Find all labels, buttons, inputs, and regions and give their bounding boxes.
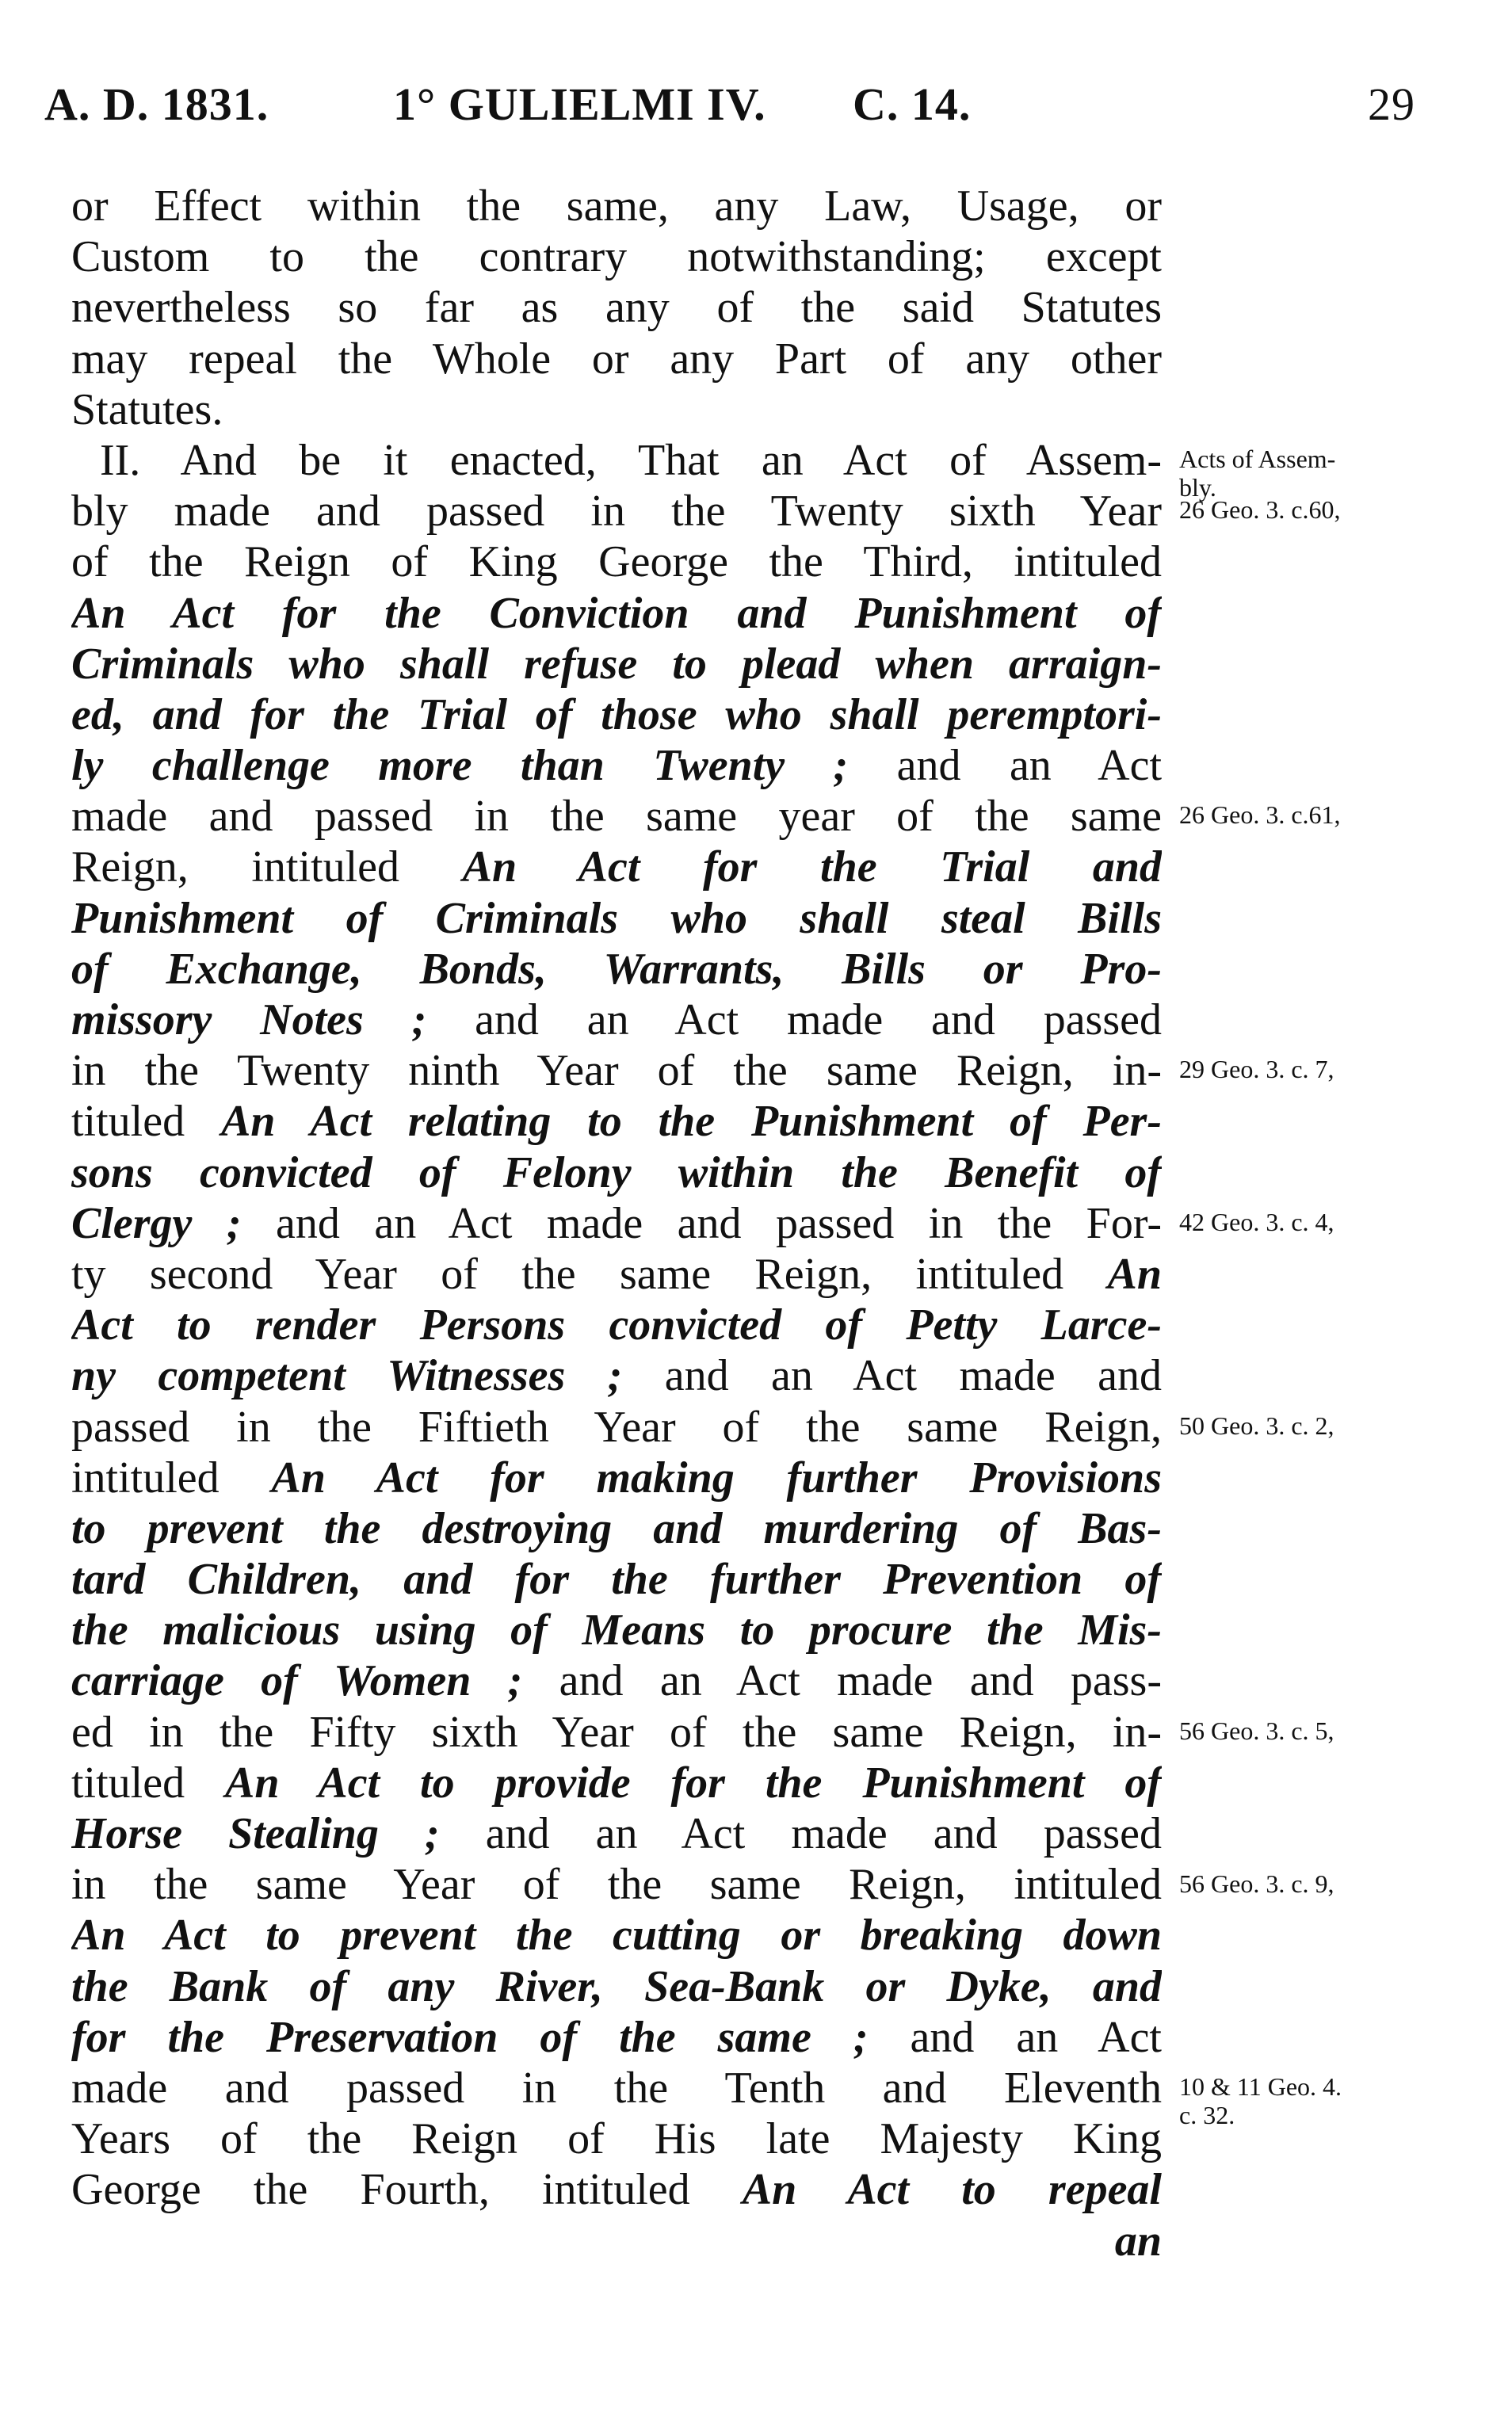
text-line [71,689,1162,740]
text-line [71,231,1162,282]
italic-title-text: an [1114,2216,1162,2266]
margin-citation-line: 26 Geo. 3. c.60, [1179,495,1341,525]
text-line [71,588,1162,639]
italic-title-text: An Act to prevent the cutting or breaking down [71,1911,1162,1961]
roman-text: and an Act made and pass- [522,1656,1162,1706]
text-line [71,639,1162,689]
header-chapter: C. 14. [853,78,972,130]
text-line [71,1554,1162,1605]
roman-text: Years of the Reign of His late Majesty King [71,2114,1162,2164]
header-reign: 1° GULIELMI IV. [393,78,766,130]
italic-title-text: An [1107,1249,1162,1299]
italic-title-text: Act to render Persons convicted of Petty Larce- [71,1300,1162,1350]
roman-text: passed in the Fiftieth Year of the same Reign, [71,1402,1162,1452]
italic-title-text: ly challenge more than Twenty ; [71,741,849,791]
text-line [71,435,1162,486]
italic-title-text: Punishment of Criminals who shall steal Bills [71,893,1162,943]
text-line [71,1503,1162,1554]
roman-text: and an Act made and passed [426,995,1162,1044]
italic-title-text: An Act for making further Provisions [271,1453,1162,1503]
text-line [71,1198,1162,1249]
text-line [71,1808,1162,1859]
roman-text: ty second Year of the same Reign, intituled [71,1249,1108,1299]
text-line [71,995,1162,1045]
margin-citation-line: c. 32. [1179,2101,1235,2130]
roman-text: in the Twenty ninth Year of the same Reign, in- [71,1046,1162,1096]
margin-citation [1179,800,1512,829]
text-line [71,1249,1162,1300]
roman-text: of the Reign of King George the Third, intituled [71,537,1162,587]
text-line [71,282,1162,333]
italic-title-text: An Act to repeal [742,2165,1162,2215]
italic-title-text: missory Notes ; [71,995,427,1044]
italic-title-text: Criminals who shall refuse to plead when arraign- [71,639,1162,689]
roman-text: George the Fourth, intituled [71,2165,743,2215]
italic-title-text: An Act for the Conviction and Punishment of [71,588,1162,638]
roman-text: Custom to the contrary notwithstanding; except [71,232,1162,282]
italic-title-text: ed, and for the Trial of those who shall peremptori- [71,689,1162,739]
body-text [71,181,1162,2266]
text-line [71,2164,1162,2215]
text-line [71,1605,1162,1655]
text-line [71,944,1162,995]
italic-title-text: An Act relating to the Punishment of Per- [220,1097,1162,1147]
text-line [71,1859,1162,1910]
text-line [71,181,1162,231]
italic-title-text: of Exchange, Bonds, Warrants, Bills or Pro- [71,944,1162,994]
roman-text: ed in the Fifty sixth Year of the same Reign, in- [71,1707,1162,1757]
margin-citation-line: 56 Geo. 3. c. 9, [1179,1869,1334,1898]
text-line [71,740,1162,791]
margin-citation [1179,1411,1512,1440]
text-line [71,2063,1162,2113]
margin-citation [1179,1055,1512,1083]
margin-citation-line: 56 Geo. 3. c. 5, [1179,1716,1334,1745]
italic-title-text: An Act to provide for the Punishment of [225,1758,1162,1808]
margin-citation [1179,495,1512,524]
roman-text: made and passed in the Tenth and Eleventh [71,2063,1162,2113]
text-line [71,1758,1162,1808]
roman-text: and an Act [848,741,1162,791]
text-line [71,1910,1162,1961]
text-line [71,334,1162,384]
margin-citation [1179,2072,1512,2129]
italic-title-text: for the Preservation of the same ; [71,2012,869,2062]
text-line [71,1096,1162,1147]
text-line [71,486,1162,536]
text-line [71,1350,1162,1401]
italic-title-text: Horse Stealing ; [71,1809,440,1858]
text-line [71,2113,1162,2164]
margin-citation-line: Acts of Assem- [1179,445,1336,473]
margin-citation-line: 10 & 11 Geo. 4. [1179,2072,1342,2102]
margin-citation [1179,445,1512,502]
text-line [71,2012,1162,2063]
roman-text: tituled [71,1758,226,1808]
roman-text: nevertheless so far as any of the said Statutes [71,283,1162,333]
italic-title-text: Clergy ; [71,1198,242,1248]
italic-title-text: the Bank of any River, Sea-Bank or Dyke, and [71,1961,1162,2011]
text-line [71,791,1162,842]
text-line [71,1655,1162,1706]
margin-citation [1179,1208,1512,1236]
text-line [71,536,1162,587]
text-line [71,1300,1162,1350]
roman-text: or Effect within the same, any Law, Usage, or [71,181,1162,231]
roman-text: may repeal the Whole or any Part of any other [71,334,1162,384]
roman-text: II. And be it enacted, That an Act of Assem- [100,435,1162,485]
text-line [71,1402,1162,1453]
text-line [71,1147,1162,1198]
margin-citation [1179,1869,1512,1898]
roman-text: bly made and passed in the Twenty sixth Year [71,487,1162,536]
roman-text: intituled [71,1453,272,1503]
italic-title-text: tard Children, and for the further Prevention of [71,1555,1162,1605]
text-line [71,893,1162,944]
text-line [71,2216,1162,2266]
roman-text: and an Act made and passed in the For- [241,1198,1162,1248]
roman-text: tituled [71,1097,221,1147]
text-line [71,842,1162,892]
text-line [71,1045,1162,1096]
header-year: A. D. 1831. [44,78,269,130]
italic-title-text: to prevent the destroying and murdering of Bas- [71,1503,1162,1553]
roman-text: Statutes. [71,384,223,434]
roman-text: and an Act made and passed [439,1809,1162,1858]
margin-citation-line: 42 Geo. 3. c. 4, [1179,1208,1334,1236]
roman-text: made and passed in the same year of the same [71,792,1162,842]
text-line [71,1961,1162,2012]
running-header [44,78,1415,149]
italic-title-text: carriage of Women ; [71,1656,523,1706]
italic-title-text: An Act for the Trial and [462,842,1162,892]
text-line [71,384,1162,435]
roman-text: Reign, intituled [71,842,463,892]
margin-citation-line: bly. [1179,473,1216,502]
margin-citation-line: 50 Geo. 3. c. 2, [1179,1411,1334,1440]
italic-title-text: the malicious using of Means to procure the Mis- [71,1606,1162,1655]
italic-title-text: sons convicted of Felony within the Benefit of [71,1147,1162,1197]
roman-text: and an Act made and [622,1351,1162,1401]
italic-title-text: ny competent Witnesses ; [71,1351,623,1401]
roman-text: and an Act [868,2012,1162,2062]
margin-citation [1179,1716,1512,1745]
margin-citation-line: 29 Geo. 3. c. 7, [1179,1055,1334,1084]
page-number: 29 [1368,78,1415,130]
margin-citation-line: 26 Geo. 3. c.61, [1179,800,1341,830]
text-line [71,1707,1162,1758]
text-line [71,1453,1162,1503]
roman-text: in the same Year of the same Reign, intituled [71,1860,1162,1910]
